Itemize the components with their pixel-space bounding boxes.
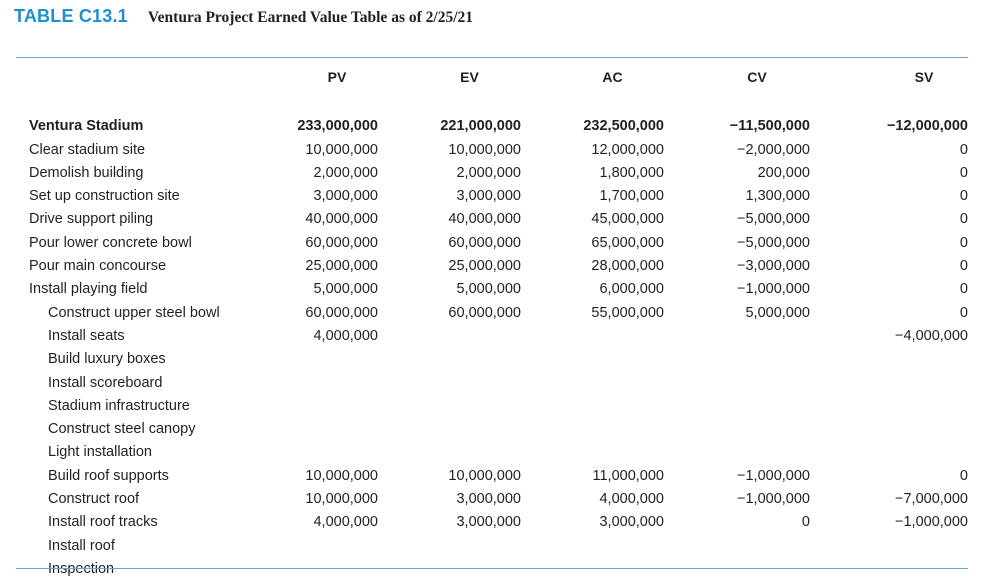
task-name: Inspection — [48, 560, 115, 577]
cv-value: 1,300,000 — [745, 188, 810, 205]
task-name: Build roof supports — [48, 467, 169, 484]
pv-value — [256, 418, 378, 441]
task-name: Install roof — [48, 537, 115, 554]
sv-value — [810, 558, 968, 581]
ac-value: 1,700,000 — [599, 188, 664, 205]
task-name: Stadium infrastructure — [48, 397, 190, 414]
table-row — [16, 465, 968, 488]
earned-value-table — [16, 62, 968, 581]
cv-value — [664, 535, 810, 558]
sv-value — [810, 395, 968, 418]
pv-value — [256, 441, 378, 464]
table-row — [16, 278, 968, 301]
ac-value: 3,000,000 — [599, 514, 664, 531]
task-name: Clear stadium site — [29, 141, 146, 158]
ev-value — [378, 325, 521, 348]
cv-value: −2,000,000 — [737, 141, 810, 158]
task-name: Light installation — [48, 444, 152, 461]
table-row — [16, 488, 968, 511]
spacer-row — [16, 92, 968, 115]
sv-value: 0 — [959, 211, 968, 228]
ac-value — [521, 441, 664, 464]
cv-value: −11,500,000 — [729, 118, 810, 135]
sv-value — [810, 372, 968, 395]
ev-value: 3,000,000 — [456, 491, 521, 508]
ev-value — [378, 372, 521, 395]
pv-value: 10,000,000 — [305, 491, 378, 508]
cv-value: 0 — [801, 514, 810, 531]
table-row — [16, 418, 968, 441]
task-name: Install scoreboard — [48, 374, 163, 391]
task-name: Install roof tracks — [48, 514, 158, 531]
header-ev: EV — [460, 69, 479, 85]
header-ac: AC — [602, 69, 623, 85]
task-name: Build luxury boxes — [48, 351, 166, 368]
cv-value — [664, 372, 810, 395]
ac-value: 11,000,000 — [592, 467, 664, 484]
cv-value: −1,000,000 — [737, 281, 810, 298]
top-rule — [16, 57, 968, 58]
ev-value: 60,000,000 — [448, 234, 521, 251]
cv-value: −3,000,000 — [737, 258, 810, 275]
ac-value — [521, 418, 664, 441]
sv-value: 0 — [959, 304, 968, 321]
ac-value: 12,000,000 — [591, 141, 664, 158]
ac-value — [521, 558, 664, 581]
task-name: Construct roof — [48, 491, 140, 508]
task-name: Set up construction site — [29, 188, 180, 205]
ev-value — [378, 441, 521, 464]
table-row — [16, 558, 968, 581]
ev-value: 25,000,000 — [448, 258, 521, 275]
pv-value — [256, 395, 378, 418]
cv-value: −1,000,000 — [737, 491, 810, 508]
sv-value: 0 — [959, 188, 968, 205]
ev-value — [378, 418, 521, 441]
table-row — [16, 185, 968, 208]
table-body — [16, 92, 968, 581]
cv-value: −5,000,000 — [737, 234, 810, 251]
table-row — [16, 325, 968, 348]
table-row — [16, 535, 968, 558]
task-name: Demolish building — [29, 164, 144, 181]
ac-value: 45,000,000 — [591, 211, 664, 228]
sv-value — [810, 441, 968, 464]
task-name: Ventura Stadium — [29, 118, 144, 135]
cv-value: −5,000,000 — [737, 211, 810, 228]
sv-value: −1,000,000 — [895, 514, 968, 531]
task-name: Drive support piling — [29, 211, 154, 228]
table-title: Ventura Project Earned Value Table as of 2/25/21 — [147, 9, 473, 26]
pv-value: 10,000,000 — [305, 467, 378, 484]
table-row — [16, 115, 968, 138]
bottom-rule — [16, 568, 968, 569]
table-row — [16, 372, 968, 395]
cv-value: 200,000 — [757, 164, 810, 181]
cv-value — [664, 441, 810, 464]
task-name: Construct steel canopy — [48, 421, 196, 438]
ac-value: 28,000,000 — [591, 258, 664, 275]
cv-value — [664, 348, 810, 371]
ev-value: 2,000,000 — [456, 164, 521, 181]
task-name: Pour lower concrete bowl — [29, 234, 192, 251]
task-name: Install playing field — [29, 281, 148, 298]
cv-value: −1,000,000 — [737, 467, 810, 484]
ac-value — [521, 535, 664, 558]
pv-value: 60,000,000 — [305, 234, 378, 251]
header-task — [16, 62, 256, 92]
ev-value: 10,000,000 — [448, 467, 521, 484]
pv-value: 3,000,000 — [313, 188, 378, 205]
table-row — [16, 208, 968, 231]
spacer-cell — [16, 92, 968, 115]
ev-value: 60,000,000 — [448, 304, 521, 321]
pv-value: 233,000,000 — [297, 118, 378, 135]
task-name: Pour main concourse — [29, 258, 167, 275]
ac-value: 55,000,000 — [591, 304, 664, 321]
pv-value: 25,000,000 — [305, 258, 378, 275]
table-row — [16, 441, 968, 464]
ev-value — [378, 348, 521, 371]
table-row — [16, 255, 968, 278]
sv-value: −7,000,000 — [895, 491, 968, 508]
cv-value — [664, 325, 810, 348]
cv-value — [664, 558, 810, 581]
ac-value: 1,800,000 — [599, 164, 664, 181]
pv-value: 5,000,000 — [313, 281, 378, 298]
header-pv: PV — [327, 69, 347, 85]
cv-value: 5,000,000 — [745, 304, 810, 321]
ac-value — [521, 372, 664, 395]
pv-value — [256, 535, 378, 558]
pv-value: 2,000,000 — [313, 164, 378, 181]
ev-value: 40,000,000 — [448, 211, 521, 228]
ev-value — [378, 558, 521, 581]
ac-value — [521, 325, 664, 348]
header-sv: SV — [914, 69, 934, 85]
ev-value: 221,000,000 — [440, 118, 521, 135]
sv-value: 0 — [959, 281, 968, 298]
sv-value: 0 — [959, 141, 968, 158]
table-row — [16, 162, 968, 185]
header-row — [16, 62, 968, 92]
pv-value — [256, 348, 378, 371]
ac-value — [521, 348, 664, 371]
pv-value: 10,000,000 — [305, 141, 378, 158]
ev-value — [378, 395, 521, 418]
pv-value: 4,000,000 — [313, 327, 378, 344]
table-caption — [14, 6, 473, 30]
ac-value: 4,000,000 — [599, 491, 664, 508]
table-number: TABLE C13.1 — [14, 6, 128, 26]
ev-value: 10,000,000 — [448, 141, 521, 158]
task-name: Install seats — [48, 327, 125, 344]
sv-value: 0 — [959, 164, 968, 181]
table-row — [16, 395, 968, 418]
sv-value — [810, 348, 968, 371]
ev-value: 3,000,000 — [456, 188, 521, 205]
table-row — [16, 139, 968, 162]
sv-value: −12,000,000 — [886, 118, 968, 135]
pv-value: 4,000,000 — [313, 514, 378, 531]
sv-value — [810, 535, 968, 558]
ac-value — [521, 395, 664, 418]
sv-value: −4,000,000 — [895, 327, 968, 344]
sv-value — [810, 418, 968, 441]
ac-value: 232,500,000 — [583, 118, 664, 135]
ev-value — [378, 535, 521, 558]
header-cv: CV — [747, 69, 767, 85]
ac-value: 65,000,000 — [591, 234, 664, 251]
task-name: Construct upper steel bowl — [48, 304, 220, 321]
cv-value — [664, 418, 810, 441]
ev-value: 5,000,000 — [456, 281, 521, 298]
sv-value: 0 — [959, 258, 968, 275]
pv-value: 60,000,000 — [305, 304, 378, 321]
cv-value — [664, 395, 810, 418]
table-row — [16, 511, 968, 534]
pv-value — [256, 558, 378, 581]
pv-value — [256, 372, 378, 395]
ac-value: 6,000,000 — [599, 281, 664, 298]
table-row — [16, 348, 968, 371]
pv-value: 40,000,000 — [305, 211, 378, 228]
table-row — [16, 302, 968, 325]
sv-value: 0 — [959, 467, 968, 484]
table-row — [16, 232, 968, 255]
table-header — [16, 62, 968, 92]
ev-value: 3,000,000 — [456, 514, 521, 531]
sv-value: 0 — [959, 234, 968, 251]
